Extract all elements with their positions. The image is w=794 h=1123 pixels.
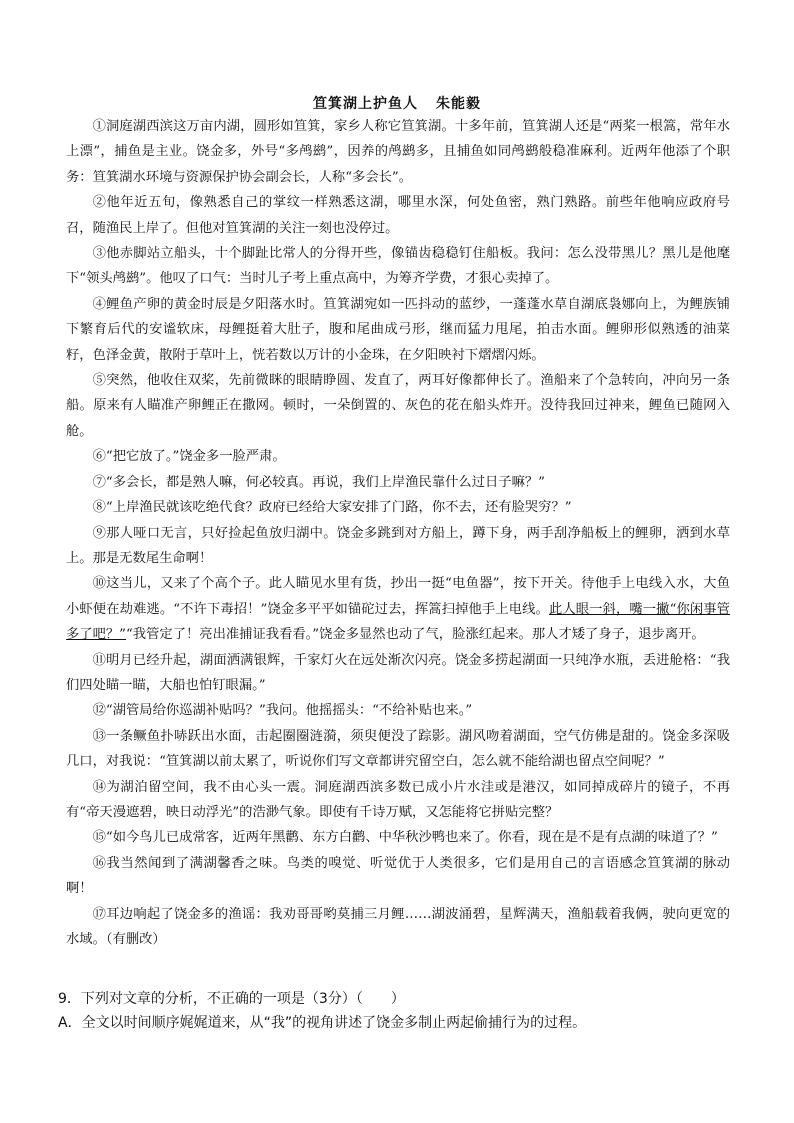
paragraph: ⑦“多会长，都是熟人嘛，何必较真。再说，我们上岸渔民靠什么过日子嘛？” bbox=[92, 474, 545, 490]
paragraph: ⑥“把它放了。”饶金多一脸严肃。 bbox=[92, 449, 286, 465]
paragraph-10 bbox=[66, 571, 730, 647]
question-stem: 9．下列对文章的分析，不正确的一项是（3分）（ ） bbox=[58, 991, 405, 1007]
paragraph: ⑫“湖管局给你巡湖补贴吗？”我问。他摇摇头：“不给补贴也来。” bbox=[92, 703, 473, 719]
paragraph: ④鲤鱼产卵的黄金时辰是夕阳落水时。笪箕湖宛如一匹抖动的蓝纱，一蓬蓬水草自湖底袅娜向上，为鲤族铺下繁育后代的安谧软床，母鲤挺着大肚子，腹和尾曲成弓形，继而猛力甩尾，拍击水面。鲤卵形似熟透的油菜籽，色泽金黄，散附于草叶上，恍若数以万计的小金珠，在夕阳映衬下熠熠闪烁。 bbox=[66, 296, 730, 363]
article-title: 笪箕湖上护鱼人 bbox=[313, 96, 418, 112]
article-title-line bbox=[0, 93, 794, 113]
paragraph-10-after: “我管定了！亮出准捕证我看看。”饶金多显然也动了气，脸涨红起来。那人才矮了身子，退步离开。 bbox=[126, 627, 705, 643]
paragraph: ⑨那人哑口无言，只好捡起鱼放归湖中。饶金多跳到对方船上，蹲下身，两手刮净船板上的鲤卵，洒到水草上。那是无数尾生命啊！ bbox=[66, 525, 730, 566]
paragraph: ⑰耳边响起了饶金多的渔谣：我劝哥哥哟莫捕三月鲤……湖波涌碧，星辉满天，渔船载着我俩，驶向更宽的水域。（有删改） bbox=[66, 906, 730, 947]
paragraph: ③他赤脚站立船头，十个脚趾比常人的分得开些，像锚齿稳稳钉住船板。我问：怎么没带黑儿？黑儿是他麾下“领头鸬鹚”。他叹了口气：当时儿子考上重点高中，为筹齐学费，才狠心卖掉了。 bbox=[66, 246, 730, 287]
paragraph: ⑤突然，他收住双桨，先前微眯的眼睛睁圆、发直了，两耳好像都伸长了。渔船来了个急转向，冲向另一条船。原来有人瞄准产卵鲤正在撒网。顿时，一朵倒置的、灰色的花在船头炸开。没待我回过神来，鲤鱼已随网入舱。 bbox=[66, 373, 730, 439]
paragraph: ⑧“上岸渔民就该吃绝代食？政府已经给大家安排了门路，你不去，还有脸哭穷？” bbox=[92, 500, 572, 516]
paragraph: ⑮“如今鸟儿已成常客，近两年黑鹳、东方白鹳、中华秋沙鸭也来了。你看，现在是不是有点湖的味道了？” bbox=[92, 830, 718, 846]
paragraph: ⑯我当然闻到了满湖馨香之味。鸟类的嗅觉、听觉优于人类很多，它们是用自己的言语感念笪箕湖的脉动啊！ bbox=[66, 855, 730, 897]
article-author: 朱能毅 bbox=[436, 96, 481, 112]
paragraph: ⑪明月已经升起，湖面洒满银辉，千家灯火在远处渐次闪亮。饶金多捞起湖面一只纯净水瓶，丢进舱格：“我们四处瞄一瞄，大船也怕钉眼漏。” bbox=[66, 652, 730, 693]
question-option-a: A．全文以时间顺序娓娓道来，从“我”的视角讲述了饶金多制止两起偷捕行为的过程。 bbox=[58, 1015, 587, 1031]
paragraph: ⑭为湖泊留空间，我不由心头一震。洞庭湖西滨多数已成小片水洼或是港汉，如同掉成碎片的镜子，不再有“帝天漫遮碧，映日动浮光”的浩渺气象。即使有千诗万赋，又怎能将它拼贴完整？ bbox=[66, 779, 730, 820]
underlined-sentence: 此人眼一斜，嘴一撇“你闲事管多了吧？” bbox=[66, 601, 730, 643]
paragraph: ⑬一条鳜鱼扑哧跃出水面，击起圈圈涟漪，须臾便没了踪影。湖风吻着湖面，空气仿佛是甜的。饶金多深吸几口，对我说：“笪箕湖以前太累了，听说你们写文章都讲究留空白，怎么就不能给湖也留点空间呢？” bbox=[66, 728, 730, 770]
paragraph-10-before: ⑩这当儿，又来了个高个子。此人瞄见水里有货，抄出一挺“电鱼器”，按下开关。待他手上电线入水，大鱼小虾便在劫难逃。“不许下毒招！”饶金多平平如锚砣过去，挥篙扫掉他手上电线。 bbox=[66, 576, 730, 617]
article-body bbox=[66, 114, 730, 952]
paragraph: ①洞庭湖西滨这万亩内湖，圆形如笪箕，家乡人称它笪箕湖。十多年前，笪箕湖人还是“两桨一根篙，常年水上漂”，捕鱼是主业。饶金多，外号“多鸬鹚”，因养的鸬鹚多，且捕鱼如同鸬鹚般稳准麻利。近两年他添了个职务：笪箕湖水环境与资源保护协会副会长，人称“多会长”。 bbox=[66, 119, 730, 185]
paragraph: ②他年近五旬，像熟悉自己的掌纹一样熟悉这湖，哪里水深，何处鱼密，熟门熟路。前些年他响应政府号召，随渔民上岸了。但他对笪箕湖的关注一刻也没停过。 bbox=[66, 195, 730, 236]
